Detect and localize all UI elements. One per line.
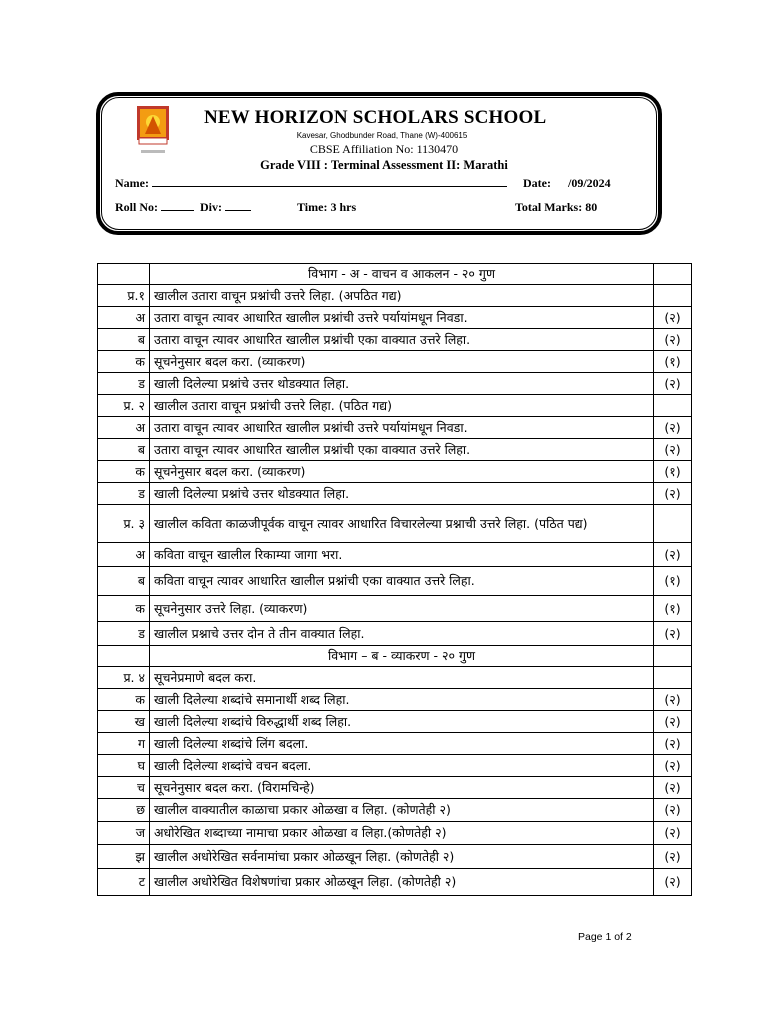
question-marks: (१): [654, 567, 692, 596]
div-blank[interactable]: [225, 200, 251, 211]
question-row: [98, 869, 692, 896]
question-text: खाली दिलेल्या शब्दांचे वचन बदला.: [150, 755, 654, 777]
question-marks: (२): [654, 307, 692, 329]
question-text: उतारा वाचून त्यावर आधारित खालील प्रश्नांची एका वाक्यात उत्तरे लिहा.: [150, 439, 654, 461]
affiliation-number: CBSE Affiliation No: 1130470: [309, 142, 459, 156]
question-number: प्र.१: [98, 285, 150, 307]
question-marks: (१): [654, 596, 692, 622]
question-number: अ: [98, 307, 150, 329]
question-number: प्र. ४: [98, 667, 150, 689]
question-number: ज: [98, 822, 150, 845]
date-label: Date:: [523, 176, 551, 190]
question-marks: (२): [654, 689, 692, 711]
question-text: खालील उतारा वाचून प्रश्नांची उत्तरे लिहा. (पठित गद्य): [150, 395, 654, 417]
question-number: ड: [98, 622, 150, 646]
question-marks: (२): [654, 373, 692, 395]
question-row: [98, 505, 692, 543]
question-marks: (२): [654, 733, 692, 755]
question-marks: (२): [654, 483, 692, 505]
question-marks: (२): [654, 439, 692, 461]
question-number: ड: [98, 373, 150, 395]
question-number: क: [98, 689, 150, 711]
question-marks: (२): [654, 777, 692, 799]
question-row: [98, 417, 692, 439]
name-label: Name:: [115, 176, 149, 190]
question-number: ग: [98, 733, 150, 755]
question-text: खालील वाक्यातील काळाचा प्रकार ओळखा व लिहा. (कोणतेही २): [150, 799, 654, 822]
question-row: [98, 845, 692, 869]
question-number: ब: [98, 567, 150, 596]
question-number: छ: [98, 799, 150, 822]
question-row: [98, 439, 692, 461]
question-marks: (२): [654, 543, 692, 567]
div-label: Div:: [200, 200, 222, 214]
question-number: क: [98, 461, 150, 483]
section-empty-cell: [98, 264, 150, 285]
question-marks: (१): [654, 461, 692, 483]
question-row: [98, 822, 692, 845]
question-text: सूचनेनुसार उत्तरे लिहा. (व्याकरण): [150, 596, 654, 622]
question-row: [98, 351, 692, 373]
question-text: खालील उतारा वाचून प्रश्नांची उत्तरे लिहा. (अपठित गद्य): [150, 285, 654, 307]
question-row: [98, 755, 692, 777]
roll-label: Roll No:: [115, 200, 158, 214]
question-number: ब: [98, 329, 150, 351]
school-address: Kavesar, Ghodbunder Road, Thane (W)-400615: [296, 131, 468, 140]
question-text: सूचनेनुसार बदल करा. (व्याकरण): [150, 351, 654, 373]
question-number: क: [98, 351, 150, 373]
question-text: खाली दिलेल्या प्रश्नांचे उत्तर थोडक्यात लिहा.: [150, 373, 654, 395]
question-marks: (२): [654, 799, 692, 822]
section-header-row: [98, 264, 692, 285]
question-text: खालील अधोरेखित विशेषणांचा प्रकार ओळखून लिहा. (कोणतेही २): [150, 869, 654, 896]
question-row: [98, 667, 692, 689]
question-marks: (२): [654, 869, 692, 896]
question-text: उतारा वाचून त्यावर आधारित खालील प्रश्नांची उत्तरे पर्यायांमधून निवडा.: [150, 307, 654, 329]
question-text: खाली दिलेल्या शब्दांचे विरुद्धार्थी शब्द लिहा.: [150, 711, 654, 733]
question-marks: [654, 667, 692, 689]
page-number: Page 1 of 2: [578, 931, 632, 943]
question-marks: (२): [654, 329, 692, 351]
total-marks-label: Total Marks: 80: [515, 200, 598, 214]
question-row: [98, 543, 692, 567]
question-row: [98, 567, 692, 596]
question-text: खालील कविता काळजीपूर्वक वाचून त्यावर आधारित विचारलेल्या प्रश्नाची उत्तरे लिहा. (पठित पद्य): [150, 505, 654, 543]
section-title: विभाग – ब - व्याकरण - २० गुण: [150, 646, 654, 667]
question-row: [98, 461, 692, 483]
question-marks: (२): [654, 845, 692, 869]
question-text: खाली दिलेल्या शब्दांचे समानार्थी शब्द लिहा.: [150, 689, 654, 711]
question-text: सूचनेप्रमाणे बदल करा.: [150, 667, 654, 689]
question-row: [98, 733, 692, 755]
section-marks-cell: [654, 264, 692, 285]
roll-blank[interactable]: [161, 200, 194, 211]
question-row: [98, 711, 692, 733]
date-value: /09/2024: [567, 176, 611, 190]
school-name: NEW HORIZON SCHOLARS SCHOOL: [204, 107, 547, 128]
question-marks: (२): [654, 711, 692, 733]
question-number: प्र. २: [98, 395, 150, 417]
section-title: विभाग - अ - वाचन व आकलन - २० गुण: [150, 264, 654, 285]
question-marks: (२): [654, 622, 692, 646]
question-row: [98, 329, 692, 351]
question-number: झ: [98, 845, 150, 869]
time-label: Time: 3 hrs: [297, 200, 357, 214]
question-table: [97, 263, 692, 896]
question-number: क: [98, 596, 150, 622]
question-row: [98, 285, 692, 307]
question-number: अ: [98, 417, 150, 439]
question-marks: [654, 395, 692, 417]
question-number: अ: [98, 543, 150, 567]
question-row: [98, 689, 692, 711]
roll-field[interactable]: [115, 200, 194, 215]
section-marks-cell: [654, 646, 692, 667]
question-text: कविता वाचून खालील रिकाम्या जागा भरा.: [150, 543, 654, 567]
date-field: [523, 176, 611, 191]
question-row: [98, 307, 692, 329]
question-row: [98, 596, 692, 622]
question-text: सूचनेनुसार बदल करा. (विरामचिन्हे): [150, 777, 654, 799]
question-marks: [654, 285, 692, 307]
question-row: [98, 395, 692, 417]
question-number: ट: [98, 869, 150, 896]
section-header-row: [98, 646, 692, 667]
question-marks: (२): [654, 755, 692, 777]
name-field[interactable]: [115, 176, 507, 191]
question-marks: [654, 505, 692, 543]
question-text: सूचनेनुसार बदल करा. (व्याकरण): [150, 461, 654, 483]
question-table-body: [98, 264, 692, 896]
question-row: [98, 622, 692, 646]
question-text: खालील प्रश्नाचे उत्तर दोन ते तीन वाक्यात लिहा.: [150, 622, 654, 646]
name-blank[interactable]: [152, 176, 507, 187]
question-number: प्र. ३: [98, 505, 150, 543]
question-text: खाली दिलेल्या प्रश्नांचे उत्तर थोडक्यात लिहा.: [150, 483, 654, 505]
question-row: [98, 483, 692, 505]
section-empty-cell: [98, 646, 150, 667]
question-marks: (१): [654, 351, 692, 373]
question-marks: (२): [654, 417, 692, 439]
question-number: घ: [98, 755, 150, 777]
question-text: खालील अधोरेखित सर्वनामांचा प्रकार ओळखून लिहा. (कोणतेही २): [150, 845, 654, 869]
div-field[interactable]: [200, 200, 251, 215]
question-text: अधोरेखित शब्दाच्या नामाचा प्रकार ओळखा व लिहा.(कोणतेही २): [150, 822, 654, 845]
question-row: [98, 799, 692, 822]
exam-title: Grade VIII : Terminal Assessment II: Marathi: [260, 158, 508, 172]
question-text: उतारा वाचून त्यावर आधारित खालील प्रश्नांची उत्तरे पर्यायांमधून निवडा.: [150, 417, 654, 439]
question-text: कविता वाचून त्यावर आधारित खालील प्रश्नांची एका वाक्यात उत्तरे लिहा.: [150, 567, 654, 596]
question-text: उतारा वाचून त्यावर आधारित खालील प्रश्नांची एका वाक्यात उत्तरे लिहा.: [150, 329, 654, 351]
question-number: ड: [98, 483, 150, 505]
question-number: ब: [98, 439, 150, 461]
question-text: खाली दिलेल्या शब्दांचे लिंग बदला.: [150, 733, 654, 755]
question-number: च: [98, 777, 150, 799]
question-row: [98, 373, 692, 395]
question-row: [98, 777, 692, 799]
question-marks: (२): [654, 822, 692, 845]
question-number: ख: [98, 711, 150, 733]
